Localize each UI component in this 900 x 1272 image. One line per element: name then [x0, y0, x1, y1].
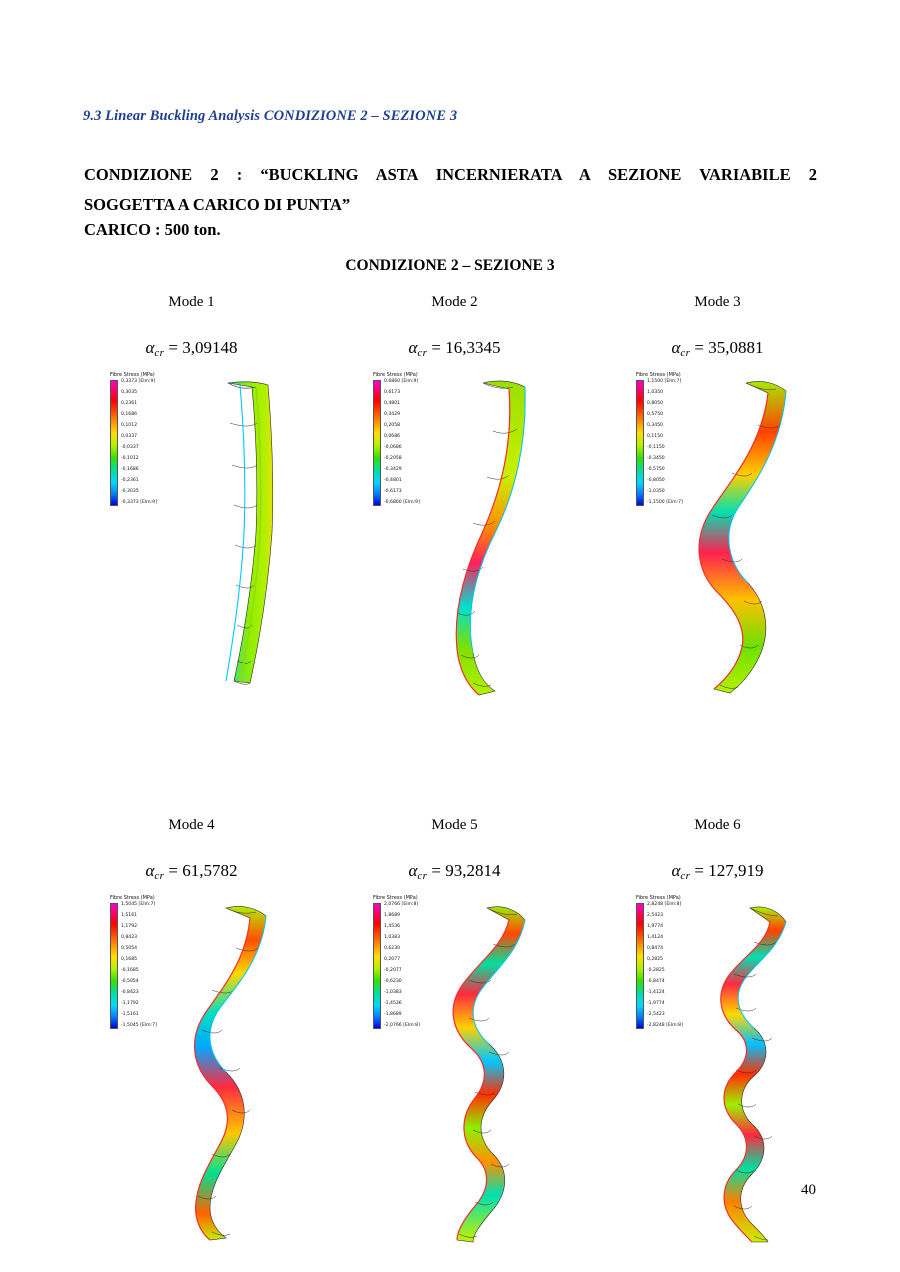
legend-title: Fibre Stress (MPa)	[636, 895, 681, 901]
mode-alpha-value	[323, 834, 586, 882]
fea-viewport	[323, 373, 586, 703]
alpha-symbol: α	[145, 338, 155, 357]
condition-title-line-1: CONDIZIONE 2 : “BUCKLING ASTA INCERNIERATA A SEZIONE VARIABILE 2	[84, 165, 817, 184]
legend-tick: 2,8248 [Elm:8]	[647, 902, 682, 907]
legend-tick: 1,1500 [Elm:7]	[647, 379, 682, 384]
legend-tick: -0,2058	[384, 456, 402, 462]
legend-title: Fibre Stress (MPa)	[110, 895, 155, 901]
mode-label: Mode 5	[431, 817, 478, 833]
legend-tick: -0,3373 [Elm:9]	[121, 500, 157, 506]
section-heading: 9.3 Linear Buckling Analysis CONDIZIONE 2 – SEZIONE 3	[83, 108, 458, 124]
legend-title: Fibre Stress (MPa)	[636, 372, 681, 378]
legend-tick: -0,4801	[384, 478, 402, 484]
legend-tick: -0,3450	[647, 456, 665, 462]
legend-tick: 0,6173	[384, 390, 401, 396]
mode-label: Mode 4	[168, 817, 215, 833]
legend-title: Fibre Stress (MPa)	[373, 372, 418, 378]
alpha-subscript: cr	[680, 347, 691, 359]
mode-alpha-value	[60, 311, 323, 359]
legend-tick: -2,5423	[647, 1012, 665, 1018]
condition-title	[84, 160, 817, 220]
alpha-symbol: α	[671, 861, 681, 880]
legend-tick: -0,1012	[121, 456, 139, 462]
legend-tick: -0,2077	[384, 968, 402, 974]
legend-tick: -1,0383	[384, 990, 402, 996]
legend-tick: 0,5750	[647, 412, 664, 418]
legend-tick: 1,0383	[384, 935, 401, 941]
buckled-beam-mode-2	[323, 373, 586, 733]
mode-cell-4	[60, 811, 323, 1251]
mode-cell-5	[323, 811, 586, 1251]
alpha-subscript: cr	[680, 870, 691, 882]
mode-alpha-value	[323, 311, 586, 359]
legend-tick: -0,5750	[647, 467, 665, 473]
mode-label: Mode 6	[694, 817, 741, 833]
legend-tick: -1,5161	[121, 1012, 139, 1018]
mode-alpha-value	[586, 834, 849, 882]
legend-tick: 1,9774	[647, 924, 664, 930]
mode-cell-1	[60, 288, 323, 703]
alpha-symbol: α	[408, 338, 418, 357]
alpha-subscript: cr	[417, 347, 428, 359]
legend-tick: 2,5423	[647, 913, 664, 919]
buckled-beam-mode-6	[586, 896, 849, 1256]
alpha-symbol: α	[408, 861, 418, 880]
legend-title: Fibre Stress (MPa)	[110, 372, 155, 378]
alpha-equation: = 93,2814	[431, 861, 501, 880]
legend-tick: 0,6230	[384, 946, 401, 952]
fea-viewport	[60, 373, 323, 703]
legend-tick: -1,1792	[121, 1001, 139, 1007]
legend-tick: -0,6173	[384, 489, 402, 495]
legend-tick: -0,5054	[121, 979, 139, 985]
page-number: 40	[801, 1182, 816, 1198]
mode-row-2	[60, 811, 850, 1251]
legend-tick: 1,8689	[384, 913, 401, 919]
mode-label: Mode 3	[694, 294, 741, 310]
mode-row-1	[60, 288, 850, 703]
legend-tick: 0,0337	[121, 434, 138, 440]
alpha-symbol: α	[145, 861, 155, 880]
legend-tick: 0,3450	[647, 423, 664, 429]
legend-tick: -0,8474	[647, 979, 665, 985]
legend-tick: 0,4801	[384, 401, 401, 407]
alpha-equation: = 16,3345	[431, 338, 501, 357]
mode-alpha-value	[586, 311, 849, 359]
legend-tick: -1,8689	[384, 1012, 402, 1018]
fea-viewport	[586, 373, 849, 703]
legend-tick: 0,2058	[384, 423, 401, 429]
legend-tick: 0,1686	[121, 412, 138, 418]
mode-alpha-value	[60, 834, 323, 882]
legend-tick: 1,5161	[121, 913, 138, 919]
alpha-equation: = 3,09148	[168, 338, 238, 357]
legend-tick: 0,8423	[121, 935, 138, 941]
buckled-beam-mode-3	[586, 373, 849, 733]
legend-tick: 1,0350	[647, 390, 664, 396]
buckled-beam-mode-4	[60, 896, 323, 1256]
condition-title-line-2: SOGGETTA A CARICO DI PUNTA”	[84, 195, 351, 214]
legend-tick: 0,5054	[121, 946, 138, 952]
legend-tick: 1,5045 [Elm:7]	[121, 902, 156, 907]
alpha-equation: = 61,5782	[168, 861, 238, 880]
legend-tick: -0,0337	[121, 445, 139, 451]
mode-cell-3	[586, 288, 849, 703]
legend-tick: 0,2825	[647, 957, 664, 963]
legend-tick: -0,3429	[384, 467, 402, 473]
legend-tick: -0,6860 [Elm:9]	[384, 500, 420, 506]
carico-line: CARICO : 500 ton.	[84, 220, 221, 239]
legend-tick: 0,1150	[647, 434, 664, 440]
legend-tick: 0,1685	[121, 957, 138, 963]
legend-tick: -1,1500 [Elm:7]	[647, 500, 683, 506]
legend-tick: 0,0686	[384, 434, 401, 440]
alpha-subscript: cr	[154, 870, 165, 882]
legend-tick: -0,8050	[647, 478, 665, 484]
alpha-subscript: cr	[417, 870, 428, 882]
alpha-equation: = 127,919	[694, 861, 764, 880]
legend-tick: -0,6230	[384, 979, 402, 985]
legend-tick: 0,3035	[121, 390, 138, 396]
legend-tick: -0,1685	[121, 968, 139, 974]
legend-tick: -0,1686	[121, 467, 139, 473]
legend-tick: -0,2825	[647, 968, 665, 974]
legend-title: Fibre Stress (MPa)	[373, 895, 418, 901]
legend-tick: 0,3373 [Elm:9]	[121, 379, 156, 384]
legend-tick: 0,6860 [Elm:9]	[384, 379, 419, 384]
fea-viewport	[323, 896, 586, 1251]
legend-tick: 2,0766 [Elm:8]	[384, 902, 419, 907]
legend-tick: -0,3035	[121, 489, 139, 495]
legend-tick: 0,8050	[647, 401, 664, 407]
alpha-equation: = 35,0881	[694, 338, 764, 357]
legend-tick: -1,5045 [Elm:7]	[121, 1023, 157, 1029]
alpha-symbol: α	[671, 338, 681, 357]
buckled-beam-mode-1	[60, 373, 323, 733]
legend-tick: -0,8423	[121, 990, 139, 996]
buckled-beam-mode-5	[323, 896, 586, 1256]
fea-viewport	[60, 896, 323, 1251]
legend-tick: 0,3429	[384, 412, 401, 418]
legend-tick: -1,4536	[384, 1001, 402, 1007]
legend-tick: 1,4536	[384, 924, 401, 930]
legend-tick: -2,0766 [Elm:8]	[384, 1023, 420, 1029]
legend-tick: -1,0350	[647, 489, 665, 495]
legend-tick: 0,1012	[121, 423, 138, 429]
legend-tick: 0,2077	[384, 957, 401, 963]
mode-label: Mode 2	[431, 294, 478, 310]
legend-tick: -1,4124	[647, 990, 665, 996]
figure-group-title: CONDIZIONE 2 – SEZIONE 3	[345, 257, 555, 274]
legend-tick: -2,8248 [Elm:8]	[647, 1023, 683, 1029]
legend-tick: 1,1792	[121, 924, 138, 930]
legend-tick: 0,8474	[647, 946, 664, 952]
legend-tick: -0,0686	[384, 445, 402, 451]
mode-cell-2	[323, 288, 586, 703]
mode-figure-grid	[60, 288, 850, 1251]
alpha-subscript: cr	[154, 347, 165, 359]
legend-tick: -0,1150	[647, 445, 665, 451]
legend-tick: 0,2361	[121, 401, 138, 407]
legend-tick: -1,9774	[647, 1001, 665, 1007]
legend-tick: 1,4124	[647, 935, 664, 941]
mode-label: Mode 1	[168, 294, 215, 310]
legend-tick: -0,2361	[121, 478, 139, 484]
